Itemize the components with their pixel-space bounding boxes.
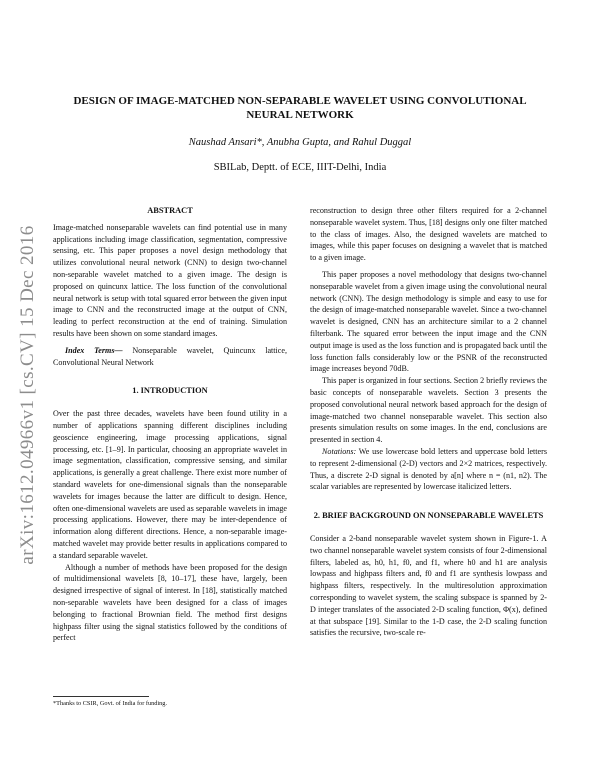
paper-title: DESIGN OF IMAGE-MATCHED NON-SEPARABLE WAVELET USING CONVOLUTIONAL NEURAL NETWORK	[73, 95, 527, 121]
right-paragraph-1: This paper proposes a novel methodology that designs two-channel nonseparable wavelet from a given image using the convolutional neural network (CNN). The design methodology is simple and easy to use for the design of image-matched nonseparable wavelet. Since a two-channel wavelet is designed, CNN has an architecture similar to a 2 channel filterbank. The squared error between the input image and the CNN output image is used as the loss function and is propagated back until the loss function falls considerably low or the PSNR of the reconstructed image increases beyond 70dB.	[310, 269, 547, 374]
footnote-rule	[53, 696, 149, 697]
introduction-paragraph-1: Over the past three decades, wavelets have been found utility in a number of applications spanning different disciplines including geoscience engineering, image processing applications, signal processing, etc. [1–9]. In particular, choosing an appropriate wavelet in image segmentation, classification, compressive sensing, and similar applications, is generally a great challenge. There exist more number of standard wavelets for one-dimensional signals than the nonseparable wavelets for images because the latter are difficult to design. Hence, often one-dimensional wavelets are used as separable wavelets in image processing applications. However, there may be inter-dependence of information along different directions. Hence, a non-separable image-matched wavelet may provide better results in applications compared to a standard separable wavelet.	[53, 409, 287, 560]
footnote: *Thanks to CSIR, Govt. of India for funding.	[53, 700, 168, 707]
right-paragraph-0: reconstruction to design three other filters required for a 2-channel nonseparable wavelet system. Thus, [18] designs only one filter matched to the class of images. Also, the designed wavelets are matched to images, while this paper focuses on designing a wavelet that is matched to a given image.	[310, 206, 547, 263]
index-terms-label: Index Terms—	[65, 345, 123, 355]
paper-authors: Naushad Ansari*, Anubha Gupta, and Rahul Duggal	[188, 137, 412, 148]
introduction-heading: 1. INTRODUCTION	[132, 386, 208, 396]
notations-text: We use lowercase bold letters and uppercase bold letters to represent 2-dimensional (2-D) vectors and 2×2 matrices, respectively. Thus, a discrete 2-D signal is denoted by a[n] where n = (n1, n2). The scalar variables are represented by lowercase italicized letters.	[310, 446, 547, 492]
abstract-heading: ABSTRACT	[147, 206, 193, 215]
paper-affiliation: SBILab, Deptt. of ECE, IIIT-Delhi, India	[213, 162, 387, 173]
right-paragraph-2: This paper is organized in four sections. Section 2 briefly reviews the basic concepts of nonseparable wavelets. Section 3 presents the proposed convolutional neural network based approach for the design of image-matched two channel nonseparable wavelet. This section also presents simulation results on some images. In the end, conclusions are presented in section 4.	[310, 376, 547, 445]
right-column	[310, 205, 547, 639]
index-terms	[53, 345, 287, 369]
notations-paragraph	[310, 446, 547, 493]
arxiv-stamp-text: arXiv:1612.04966v1 [cs.CV] 15 Dec 2016	[17, 225, 38, 565]
left-column	[53, 205, 287, 644]
section2-heading: 2. BRIEF BACKGROUND ON NONSEPARABLE WAVELETS	[313, 511, 544, 521]
introduction-paragraph-2: Although a number of methods have been proposed for the design of multidimensional wavelets [8, 10–17], these have, largely, been designed irrespective of signal of interest. In [18], statistically matched non-separable wavelets have been designed for a class of images belonging to fractional Brownian field. The method first designs highpass filter using the signal statistics followed by the conditions of perfect	[53, 562, 287, 643]
arxiv-stamp	[14, 215, 42, 575]
index-terms-text: Nonseparable wavelet, Quincunx lattice, Convolutional Neural Network	[53, 345, 287, 367]
section2-paragraph-1: Consider a 2-band nonseparable wavelet system shown in Figure-1. A two channel nonseparable wavelet system consists of four 2-dimensional filters, labeled as, h0, h1, f0, and f1, where h0 and h1 are analysis lowpass and highpass filters and, f0 and f1 are synthesis lowpass and highpass filters, respectively. In the multiresolution approximation corresponding to wavelet system, the scaling subspace is spanned by 2-D integer translates of the associated 2-D scaling function, Φ(x), defined at that subspace [19]. Similar to the 1-D case, the 2-D scaling function satisfies the recursive, two-scale re-	[310, 533, 547, 638]
abstract-text: Image-matched nonseparable wavelets can find potential use in many applications including image classification, segmentation, compressive sensing, etc. This paper proposes a novel design methodology that utilizes convolutional neural network (CNN) to design two-channel non-separable wavelet matched to a given image. The design is proposed on quincunx lattice. The loss function of the convolutional neural network is setup with total squared error between the given input image to CNN and the reconstructed image at the output of CNN, leading to perfect reconstruction at the end of training. Simulation results have been shown on some standard images.	[53, 222, 287, 338]
notations-label: Notations:	[322, 446, 357, 456]
